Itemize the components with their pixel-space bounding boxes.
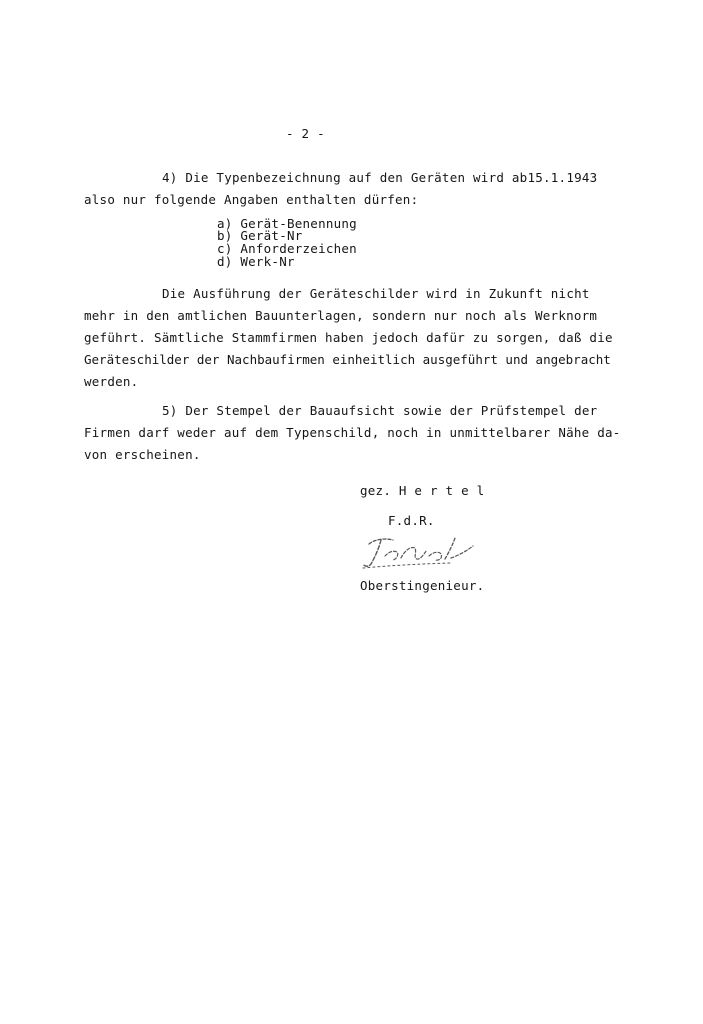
paragraph-2-line-1: Die Ausführung der Geräteschilder wird in Zukunft nicht [162,286,590,301]
list-item-b: b) Gerät-Nr [217,228,303,243]
signatory-title: Oberstingenieur. [360,578,485,593]
item-4-line-1: 4) Die Typenbezeichnung auf den Geräten wird ab15.1.1943 [162,170,598,185]
item-5-line-3: von erscheinen. [84,447,201,462]
list-item-a: a) Gerät-Benennung [217,216,357,231]
list-item-c: c) Anforderzeichen [217,241,357,256]
item-5-line-2: Firmen darf weder auf dem Typenschild, noch in unmittelbarer Nähe da- [84,425,621,440]
signed-name: gez. H e r t e l [360,483,485,498]
item-4-line-2: also nur folgende Angaben enthalten dürfen: [84,192,419,207]
paragraph-2-line-5: werden. [84,374,139,389]
paragraph-2-line-4: Geräteschilder der Nachbaufirmen einheitlich ausgeführt und angebracht [84,352,611,367]
list-item-d: d) Werk-Nr [217,254,295,269]
paragraph-2-line-2: mehr in den amtlichen Bauunterlagen, sondern nur noch als Werknorm [84,308,598,323]
item-5-line-1: 5) Der Stempel der Bauaufsicht sowie der Prüfstempel der [162,403,598,418]
page-number: - 2 - [286,126,325,141]
paragraph-2-line-3: geführt. Sämtliche Stammfirmen haben jedoch dafür zu sorgen, daß die [84,330,613,345]
fdr-label: F.d.R. [388,513,435,528]
handwritten-signature [355,530,485,572]
